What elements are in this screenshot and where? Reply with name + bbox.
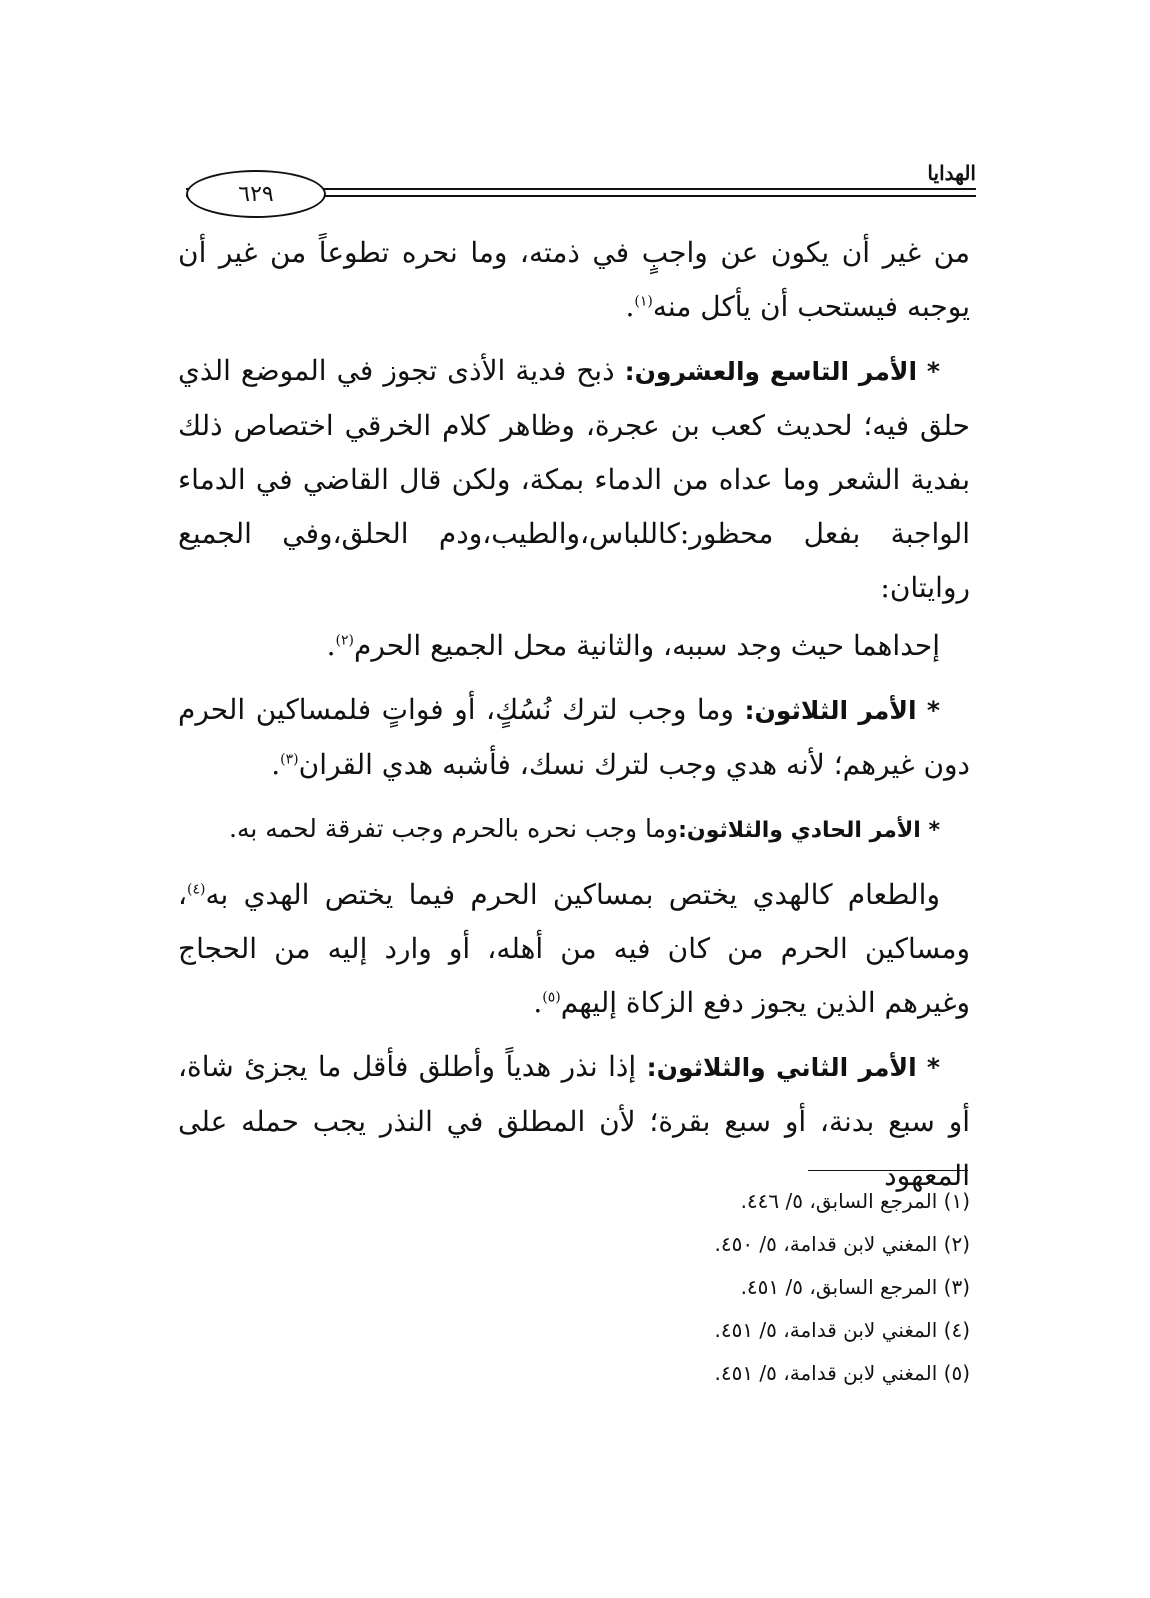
footnote-ref: (٤) [187,881,206,898]
footnote-ref: (١) [634,293,653,310]
paragraph-32 [178,1040,970,1203]
page-number: ٦٢٩ [238,181,274,207]
footnote-5: (٥) المغني لابن قدامة، ٥/ ٤٥١. [714,1361,970,1385]
paragraph-text: وما وجب نحره بالحرم وجب تفرقة لحمه به. [229,814,679,843]
paragraph-end: . [271,748,281,781]
paragraph-1 [178,226,970,334]
footnote-separator [808,1170,968,1171]
footnote-3: (٣) المرجع السابق، ٥/ ٤٥١. [740,1275,970,1299]
paragraph-end: . [625,290,635,323]
paragraph-text: ذبح فدية الأذى تجوز في الموضع الذي حلق فيه؛ لحديث كعب بن عجرة، وظاهر كلام الخرقي اختصاص ذلك بفدية الشعر وما عداه من الدماء بمكة، ولكن قال القاضي في الدماء الواجبة بفعل محظور:كاللباس،والطيب،ودم الحلق،وفي الجميع روايتان: [178,354,970,604]
page-number-oval [186,170,326,218]
footnote-ref: (٢) [335,632,355,649]
section-label: * الأمر الثلاثون: [744,696,940,725]
paragraph-food [178,868,970,1030]
paragraph-31 [178,802,970,858]
footnote-1: (١) المرجع السابق، ٥/ ٤٤٦. [740,1189,970,1213]
running-title: الهدايا [921,160,976,186]
section-label: * الأمر التاسع والعشرون: [624,357,940,386]
footnotes [450,1180,970,1395]
footnote-2: (٢) المغني لابن قدامة، ٥/ ٤٥٠. [714,1232,970,1256]
section-label: * الأمر الحادي والثلاثون: [678,818,940,843]
footnote-4: (٤) المغني لابن قدامة، ٥/ ٤٥١. [714,1318,970,1342]
paragraph-29-cont [178,619,970,673]
paragraph-29 [178,344,970,615]
main-text [178,226,970,1213]
paragraph-text: وما وجب لترك نُسُكٍ، أو فواتٍ فلمساكين الحرم دون غيرهم؛ لأنه هدي وجب لترك نسك، فأشبه هدي القران [178,693,970,781]
page-header [186,160,976,230]
footnote-ref: (٣) [280,751,299,768]
paragraph-30 [178,683,970,792]
paragraph-text: والطعام كالهدي يختص بمساكين الحرم فيما يختص الهدي به [205,878,940,911]
paragraph-text: إذا نذر هدياً وأطلق فأقل ما يجزئ شاة، أو سبع بدنة، أو سبع بقرة؛ لأن المطلق في النذر يجب حمله على المعهود [178,1050,970,1192]
paragraph-text: إحداهما حيث وجد سببه، والثانية محل الجميع الحرم [354,629,940,662]
footnote-ref: (٥) [542,989,561,1006]
paragraph-end: . [326,629,336,662]
section-label: * الأمر الثاني والثلاثون: [646,1053,940,1082]
paragraph-text: من غير أن يكون عن واجبٍ في ذمته، وما نحره تطوعاً من غير أن يوجبه فيستحب أن يأكل منه [178,236,970,323]
paragraph-end: . [533,986,543,1019]
paragraph-text-cont: ، ومساكين الحرم من كان فيه من أهله، أو وارد إليه من الحجاج وغيرهم الذين يجوز دفع الزكاة إليهم [178,878,970,1019]
